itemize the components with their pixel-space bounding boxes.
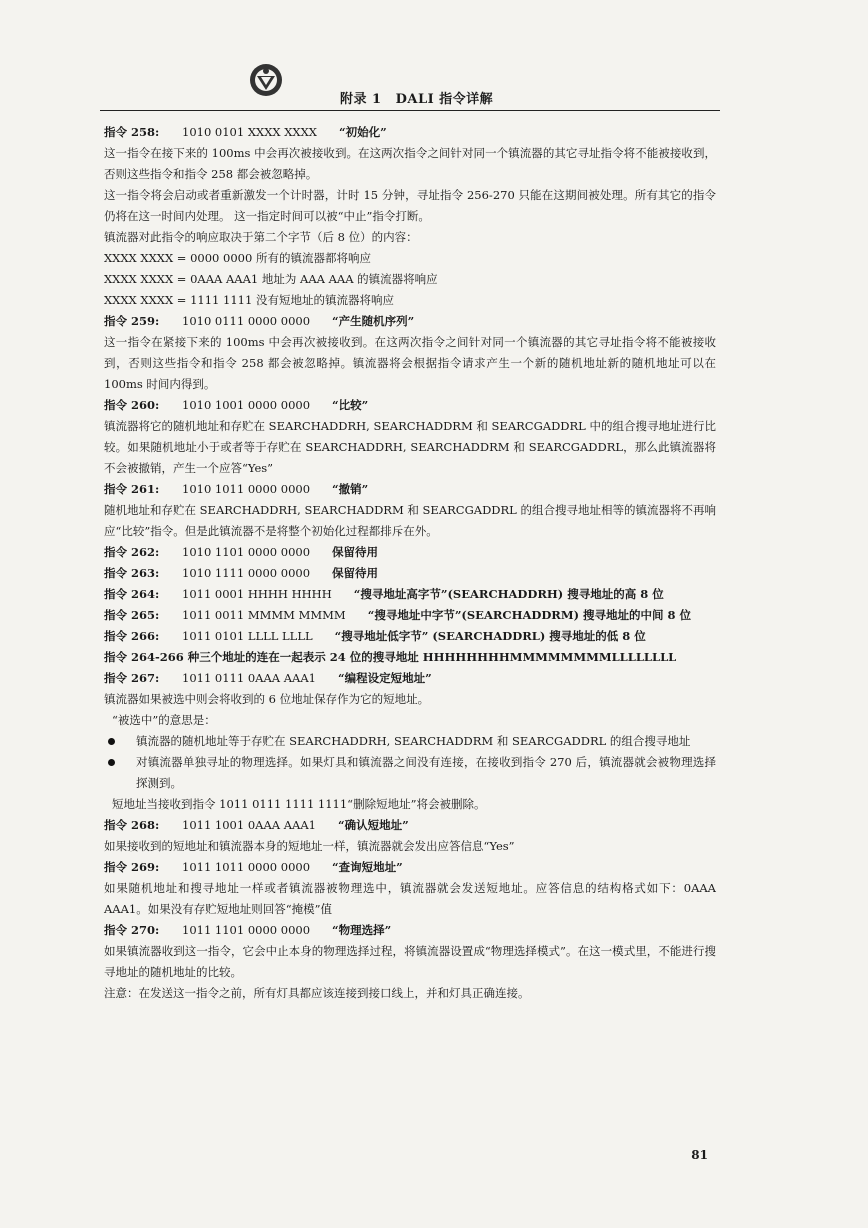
bullet-text: 镇流器的随机地址等于存贮在 SEARCHADDRH, SEARCHADDRM 和 SEARCGADDRL 的组合搜寻地址 (136, 734, 691, 748)
command-269-line (104, 857, 716, 878)
header-title: DALI 指令详解 (395, 92, 494, 107)
page-header (100, 70, 720, 111)
publisher-logo-icon (248, 62, 284, 98)
bullet-icon (108, 759, 115, 766)
command-name: “搜寻地址高字节”(SEARCHADDRH) 搜寻地址的高 8 位 (353, 587, 664, 601)
paragraph: 这一指令在紧接下来的 100ms 中会再次被接收到。在这两次指令之间针对同一个镇流器的其它寻址指令将不能被接收到，否则这些指令和指令 258 都会被忽略掉。镇流器将会根据指令请求产生一个新的随机地址新的随机地址可以在 100ms 时间内得到。 (104, 335, 716, 391)
command-name: “比较” (332, 398, 369, 412)
command-code: 1011 0001 HHHH HHHH (182, 587, 332, 601)
paragraph: 镇流器将它的随机地址和存贮在 SEARCHADDRH, SEARCHADDRM 和 SEARCGADDRL 中的组合搜寻地址进行比较。如果随机地址小于或者等于存贮在 SEARCHADDRH, SEARCHADDRM 和 SEARCGADDRL，那么此镇流器将不会被撤销，产生一个应答“Yes” (104, 419, 716, 475)
bullet-text: 对镇流器单独寻址的物理选择。如果灯具和镇流器之间没有连接，在接收到指令 270 后，镇流器就会被物理选择探测到。 (136, 755, 716, 790)
paragraph: 如果接收到的短地址和镇流器本身的短地址一样，镇流器就会发出应答信息“Yes” (104, 839, 515, 853)
paragraph: 这一指令将会启动或者重新激发一个计时器，计时 15 分钟，寻址指令 256-270 只能在这期间被处理。所有其它的指令仍将在这一时间内处理。 这一指定时间可以被“中止”指令打断。 (104, 188, 716, 223)
paragraph: 如果镇流器收到这一指令，它会中止本身的物理选择过程，将镇流器设置成“物理选择模式”。在这一模式里，不能进行搜寻地址的随机地址的比较。 (104, 944, 716, 979)
command-name: “确认短地址” (337, 818, 409, 832)
command-258-line (104, 122, 716, 143)
command-name: “编程设定短地址” (337, 671, 432, 685)
command-number: 指令 265: (104, 608, 160, 622)
command-name: “初始化” (339, 125, 387, 139)
command-name: “搜寻地址中字节”(SEARCHADDRM) 搜寻地址的中间 8 位 (367, 608, 692, 622)
command-code: 1010 0111 0000 0000 (182, 314, 311, 328)
command-259-line (104, 311, 716, 332)
command-267-line (104, 668, 716, 689)
command-name: 保留待用 (332, 566, 379, 580)
command-number: 指令 270: (104, 923, 160, 937)
command-261-line (104, 479, 716, 500)
command-name: “查询短地址” (332, 860, 403, 874)
code-line: XXXX XXXX = 1111 1111 没有短地址的镇流器将响应 (104, 293, 394, 307)
command-265-line (104, 605, 716, 626)
bullet-item (104, 752, 716, 794)
command-number: 指令 267: (104, 671, 160, 685)
command-name: “物理选择” (332, 923, 392, 937)
command-name: “撤销” (332, 482, 369, 496)
paragraph: 如果随机地址和搜寻地址一样或者镇流器被物理选中，镇流器就会发送短地址。应答信息的结构格式如下：0AAA AAA1。如果没有存贮短地址则回答“掩模”值 (104, 881, 716, 916)
paragraph: 镇流器如果被选中则会将收到的 6 位地址保存作为它的短地址。 (104, 692, 430, 706)
command-code: 1011 1011 0000 0000 (182, 860, 311, 874)
command-264-line (104, 584, 716, 605)
paragraph: 镇流器对此指令的响应取决于第二个字节（后 8 位）的内容： (104, 230, 418, 244)
command-263-line (104, 563, 716, 584)
command-260-line (104, 395, 716, 416)
bullet-icon (108, 738, 115, 745)
command-number: 指令 259: (104, 314, 160, 328)
command-name: “产生随机序列” (332, 314, 415, 328)
command-number: 指令 268: (104, 818, 160, 832)
command-266-line (104, 626, 716, 647)
command-code: 1011 1001 0AAA AAA1 (182, 818, 316, 832)
page-number: 81 (691, 1148, 708, 1162)
paragraph: 短地址当接收到指令 1011 0111 1111 1111“删除短地址”将会被删除。 (112, 797, 486, 811)
command-code: 1011 1101 0000 0000 (182, 923, 311, 937)
command-number: 指令 263: (104, 566, 160, 580)
paragraph: 随机地址和存贮在 SEARCHADDRH, SEARCHADDRM 和 SEARCGADDRL 的组合搜寻地址相等的镇流器将不再响应“比较”指令。但是此镇流器不是将整个初始化过程都排斥在外。 (104, 503, 716, 538)
command-name: “搜寻地址低字节” (SEARCHADDRL) 搜寻地址的低 8 位 (334, 629, 646, 643)
command-code: 1010 0101 XXXX XXXX (182, 125, 317, 139)
bullet-item (104, 731, 716, 752)
paragraph: 这一指令在接下来的 100ms 中会再次被接收到。在这两次指令之间针对同一个镇流器的其它寻址指令将不能被接收到，否则这些指令和指令 258 都会被忽略掉。 (104, 146, 716, 181)
appendix-label: 附录 1 (340, 92, 382, 107)
command-number: 指令 266: (104, 629, 160, 643)
command-number: 指令 261: (104, 482, 160, 496)
command-name: 保留待用 (332, 545, 379, 559)
command-code: 1010 1001 0000 0000 (182, 398, 311, 412)
note-paragraph: 注意：在发送这一指令之前，所有灯具都应该连接到接口线上，并和灯具正确连接。 (104, 986, 530, 1000)
command-number: 指令 258: (104, 125, 160, 139)
code-line: XXXX XXXX = 0AAA AAA1 地址为 AAA AAA 的镇流器将响应 (104, 272, 438, 286)
command-number: 指令 260: (104, 398, 160, 412)
command-code: 1010 1011 0000 0000 (182, 482, 311, 496)
command-number: 指令 269: (104, 860, 160, 874)
command-code: 1011 0011 MMMM MMMM (182, 608, 346, 622)
command-262-line (104, 542, 716, 563)
command-number: 指令 262: (104, 545, 160, 559)
command-code: 1011 0111 0AAA AAA1 (182, 671, 316, 685)
command-code: 1010 1101 0000 0000 (182, 545, 311, 559)
paragraph: “被选中”的意思是： (112, 713, 216, 727)
paragraph: 指令 264-266 种三个地址的连在一起表示 24 位的搜寻地址 HHHHHHHHMMMMMMMMLLLLLLLL (104, 650, 677, 664)
command-270-line (104, 920, 716, 941)
command-268-line (104, 815, 716, 836)
command-code: 1010 1111 0000 0000 (182, 566, 311, 580)
document-body (104, 122, 716, 1004)
code-line: XXXX XXXX = 0000 0000 所有的镇流器都将响应 (104, 251, 371, 265)
command-number: 指令 264: (104, 587, 160, 601)
command-code: 1011 0101 LLLL LLLL (182, 629, 313, 643)
running-header (340, 88, 493, 107)
